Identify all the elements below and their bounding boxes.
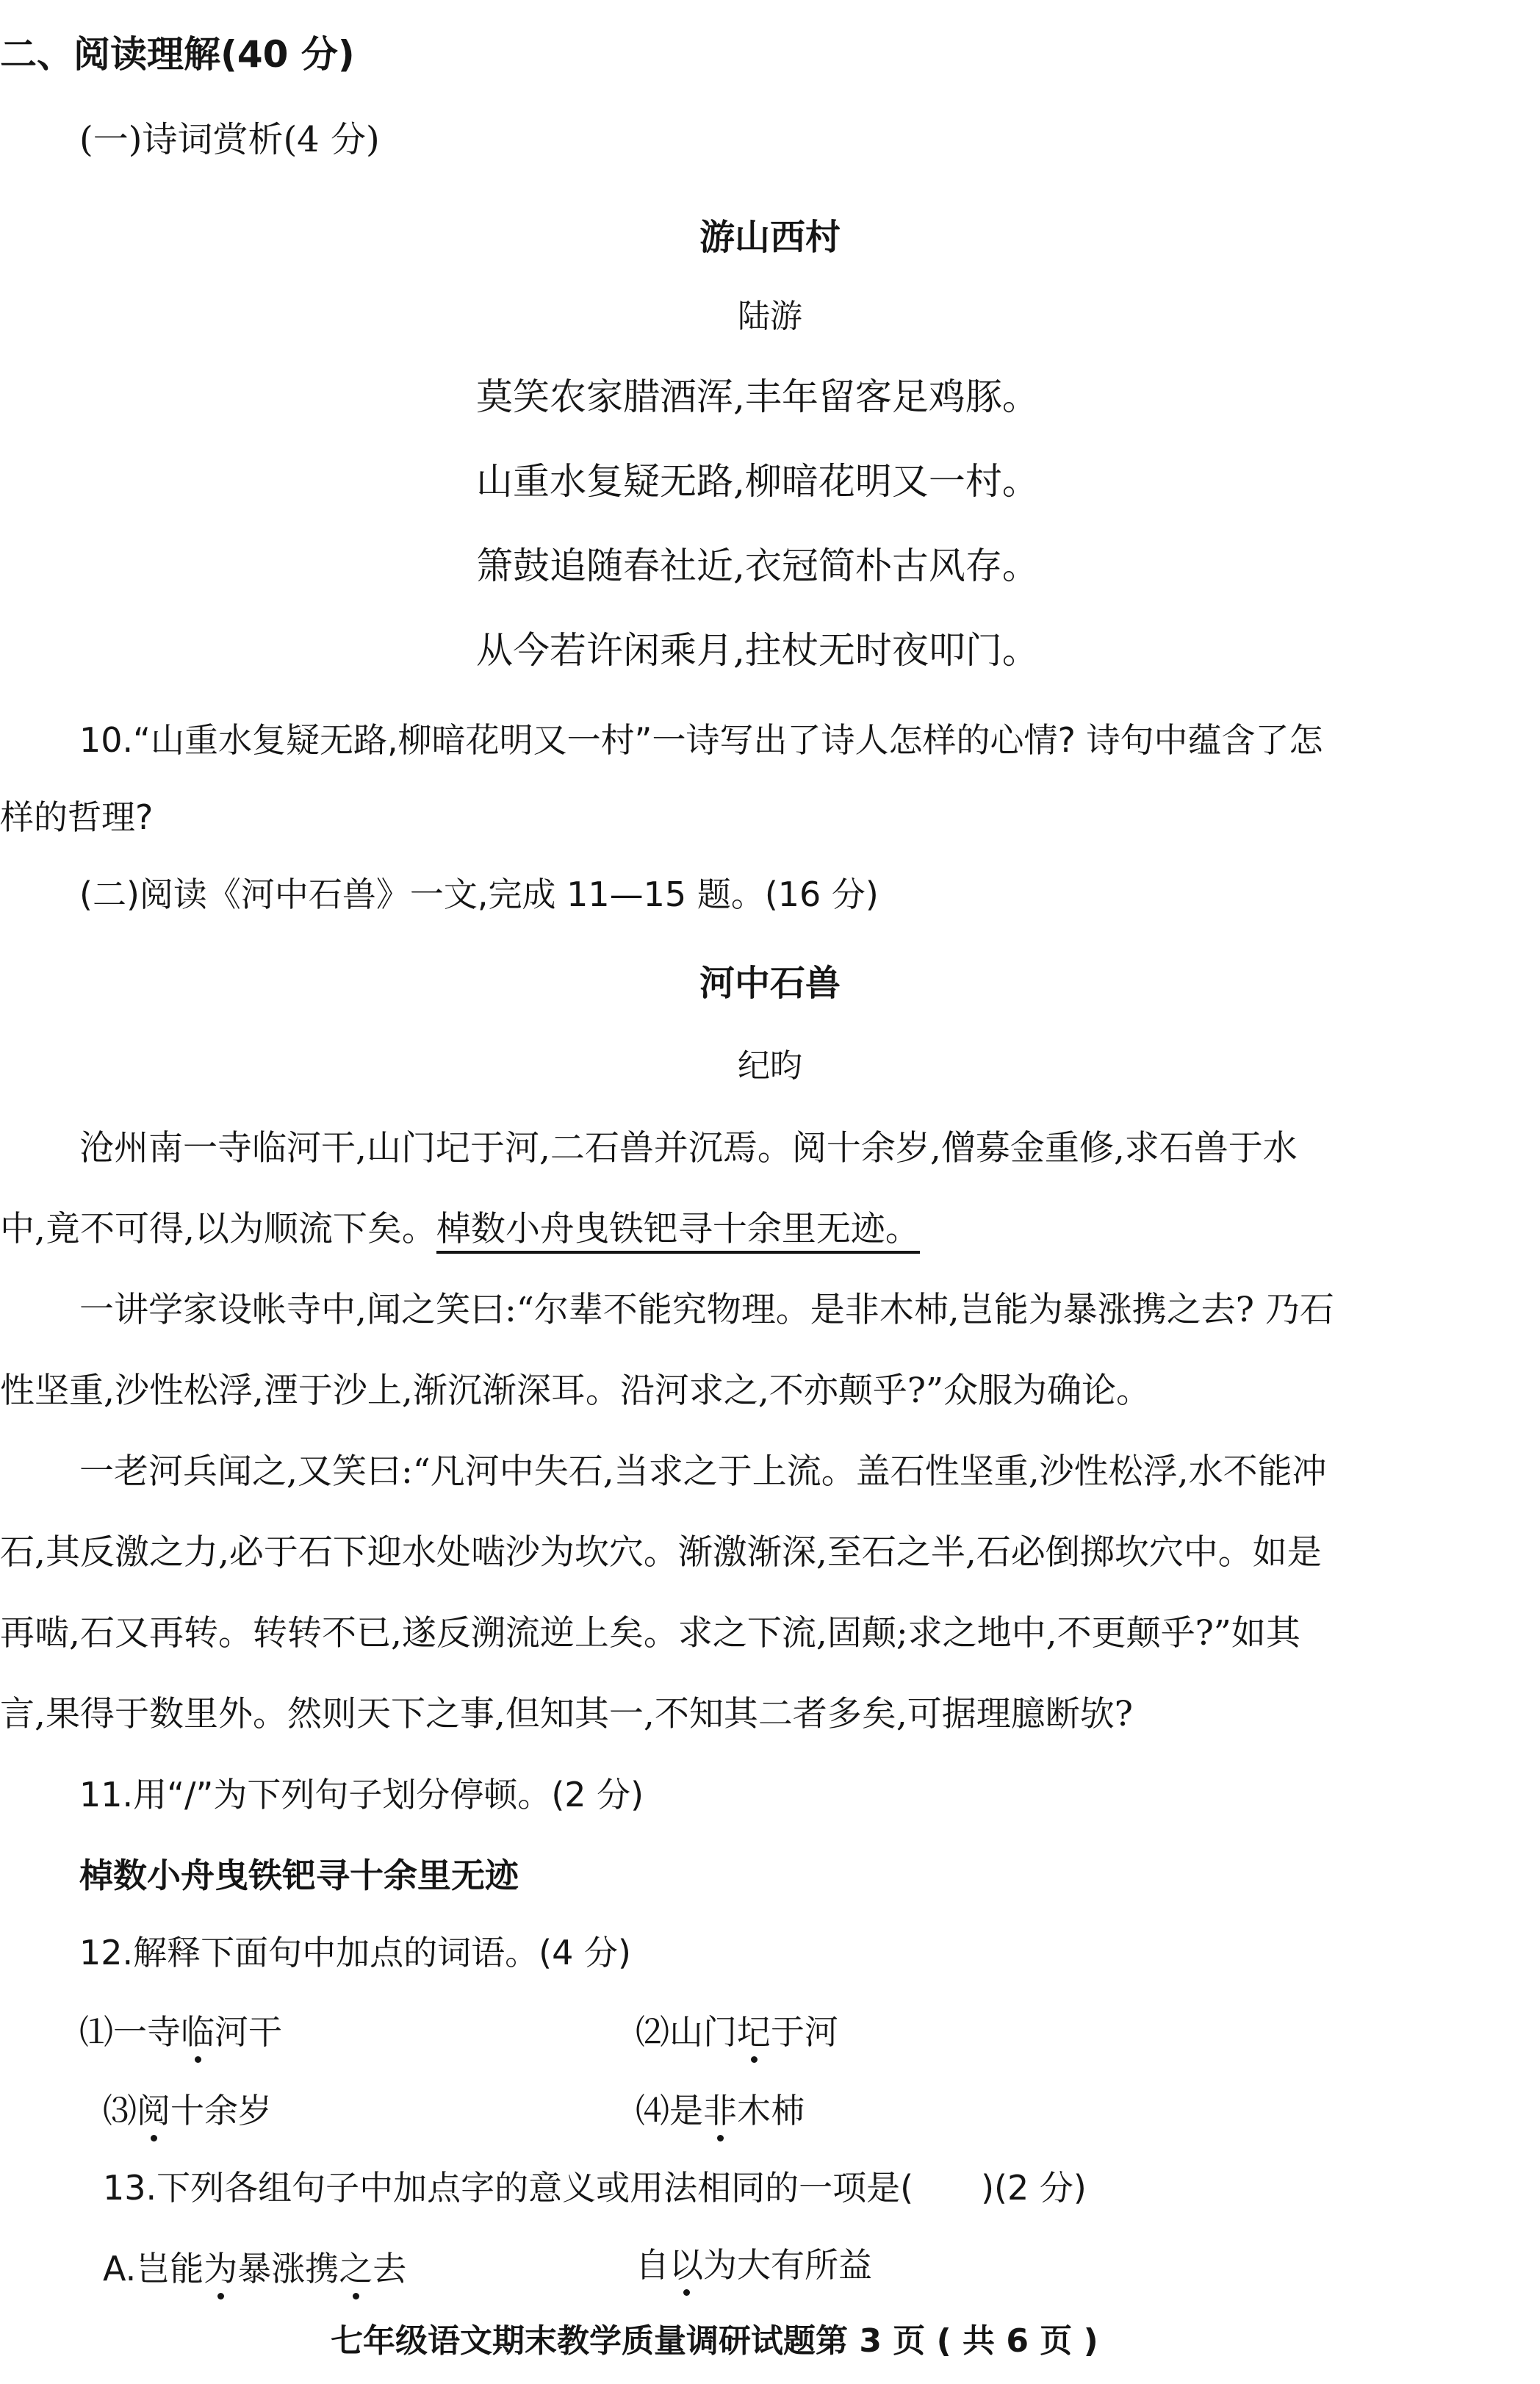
paragraph-3-line-1: 一老河兵闻之,又笑曰:“凡河中失石,当求之于上流。盖石性坚重,沙性松浮,水不能冲	[79, 1451, 1327, 1492]
paragraph-3-line-2: 石,其反激之力,必于石下迎水处啮沙为坎穴。渐激渐深,至石之半,石必倒掷坎穴中。如是	[0, 1532, 1322, 1573]
option-a-right-suffix: 为大有所益	[703, 2245, 872, 2285]
poem-line-1: 莫笑农家腊酒浑,丰年留客足鸡豚。	[476, 376, 1039, 418]
poem-line-4: 从今若许闲乘月,拄杖无时夜叩门。	[476, 629, 1039, 672]
question-12: 12.解释下面句中加点的词语。(4 分)	[79, 1933, 631, 1972]
option-a-prefix: A.岂能	[103, 2249, 204, 2288]
poem-author: 陆游	[738, 298, 802, 335]
item-1-prefix: ⑴一寺	[79, 2012, 181, 2052]
paragraph-2-line-2: 性坚重,沙性松浮,湮于沙上,渐沉渐深耳。沿河求之,不亦颠乎?”众服为确论。	[0, 1371, 1151, 1411]
poem-line-3: 箫鼓追随春社近,衣冠简朴古风存。	[476, 545, 1039, 587]
item-1-dotted-word: 临	[181, 2012, 215, 2052]
question-12-item-1	[79, 2012, 282, 2053]
part2-heading: (二)阅读《河中石兽》一文,完成 11—15 题。(16 分)	[79, 875, 879, 914]
poem-title: 游山西村	[699, 217, 841, 258]
option-a-middle: 暴涨携	[237, 2249, 339, 2288]
question-10-line-1: 10.“山重水复疑无路,柳暗花明又一村”一诗写出了诗人怎样的心情? 诗句中蕴含了怎	[79, 720, 1323, 760]
question-13-option-a-left	[103, 2249, 406, 2289]
question-12-item-2	[636, 2012, 838, 2053]
paragraph-1-line-1: 沧州南一寺临河干,山门圮于河,二石兽并沉焉。阅十余岁,僧募金重修,求石兽于水	[79, 1128, 1298, 1168]
paragraph-2-line-1: 一讲学家设帐寺中,闻之笑曰:“尔辈不能究物理。是非木杮,岂能为暴涨携之去? 乃石	[79, 1290, 1334, 1330]
poem-line-2: 山重水复疑无路,柳暗花明又一村。	[476, 460, 1039, 503]
question-12-item-3	[103, 2091, 272, 2131]
text-author: 纪昀	[738, 1047, 802, 1085]
question-10-line-2: 样的哲理?	[0, 797, 154, 837]
page-footer: 七年级语文期末教学质量调研试题第 3 页 ( 共 6 页 )	[331, 2322, 1098, 2360]
option-a-right-prefix: 自	[636, 2245, 669, 2285]
paragraph-3-line-3: 再啮,石又再转。转转不已,遂反溯流逆上矣。求之下流,固颠;求之地中,不更颠乎?”如其	[0, 1613, 1300, 1654]
question-12-item-4	[636, 2091, 805, 2131]
item-4-suffix: 木杮	[737, 2091, 805, 2130]
part1-heading: (一)诗词赏析(4 分)	[79, 119, 380, 160]
section-heading: 二、阅读理解(40 分)	[0, 33, 355, 76]
question-13-option-a-right	[636, 2245, 872, 2286]
text-title: 河中石兽	[699, 963, 841, 1004]
question-11-sentence: 棹数小舟曳铁钯寻十余里无迹	[79, 1856, 519, 1895]
option-a-dotted-word-1: 为	[204, 2249, 238, 2288]
item-2-dotted-word: 圮	[737, 2012, 771, 2052]
paragraph-1-text: 中,竟不可得,以为顺流下矣。	[0, 1209, 436, 1249]
item-1-suffix: 河干	[215, 2012, 282, 2052]
item-4-prefix: ⑷是	[636, 2091, 703, 2130]
item-3-dotted-word: 阅	[137, 2091, 170, 2130]
item-2-suffix: 于河	[771, 2012, 838, 2052]
paragraph-1-line-2	[0, 1209, 920, 1250]
item-3-prefix: ⑶	[103, 2091, 137, 2130]
item-2-prefix: ⑵山门	[636, 2012, 737, 2052]
item-4-dotted-word: 非	[703, 2091, 737, 2130]
option-a-dotted-word-2: 之	[339, 2249, 373, 2288]
option-a-suffix: 去	[373, 2249, 407, 2288]
item-3-suffix: 十余岁	[170, 2091, 272, 2130]
paragraph-3-line-4: 言,果得于数里外。然则天下之事,但知其一,不知其二者多矣,可据理臆断欤?	[0, 1694, 1133, 1734]
option-a-right-dotted-word: 以	[669, 2245, 703, 2285]
question-13: 13.下列各组句子中加点字的意义或用法相同的一项是( )(2 分)	[103, 2168, 1087, 2208]
underlined-sentence: 棹数小舟曳铁钯寻十余里无迹。	[436, 1209, 920, 1254]
question-11: 11.用“/”为下列句子划分停顿。(2 分)	[79, 1775, 644, 1814]
